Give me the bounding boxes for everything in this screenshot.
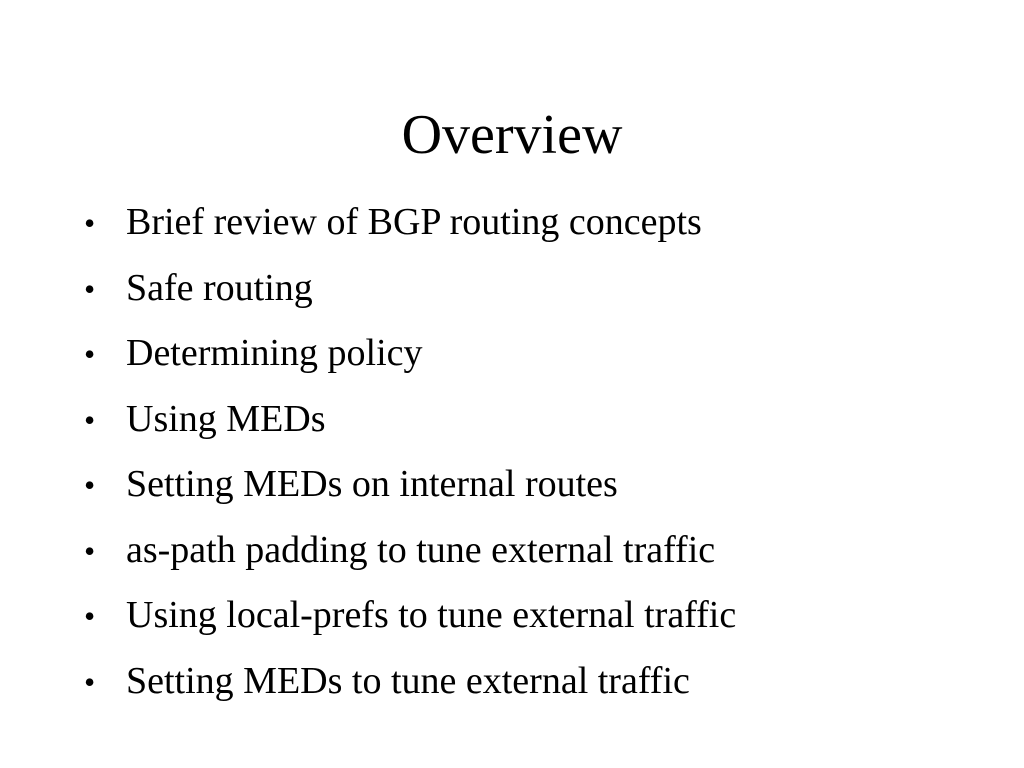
bullet-text: Setting MEDs on internal routes [126, 463, 618, 505]
bullet-text: Determining policy [126, 332, 423, 374]
bullet-icon: • [84, 336, 96, 372]
bullet-item [84, 258, 984, 324]
bullet-item [84, 651, 984, 717]
bullet-item [84, 585, 984, 651]
bullet-text: as-path padding to tune external traffic [126, 528, 716, 571]
bullet-item [84, 389, 984, 455]
bullet-text: Setting MEDs to tune external traffic [126, 659, 690, 702]
bullet-text: Safe routing [126, 266, 313, 309]
bullet-item [84, 323, 984, 389]
bullet-icon: • [84, 598, 96, 634]
bullet-item [84, 520, 984, 586]
bullet-icon: • [84, 532, 96, 569]
bullet-list [84, 192, 984, 716]
bullet-icon: • [84, 663, 96, 700]
bullet-item [84, 192, 984, 258]
slide-title: Overview [401, 104, 623, 166]
bullet-icon: • [84, 401, 96, 438]
bullet-icon: • [84, 205, 96, 241]
bullet-text: Using local-prefs to tune external traffic [126, 594, 737, 636]
bullet-text: Brief review of BGP routing concepts [126, 201, 702, 243]
bullet-icon: • [84, 270, 96, 307]
bullet-icon: • [84, 467, 96, 503]
bullet-text: Using MEDs [126, 397, 326, 440]
bullet-item [84, 454, 984, 520]
